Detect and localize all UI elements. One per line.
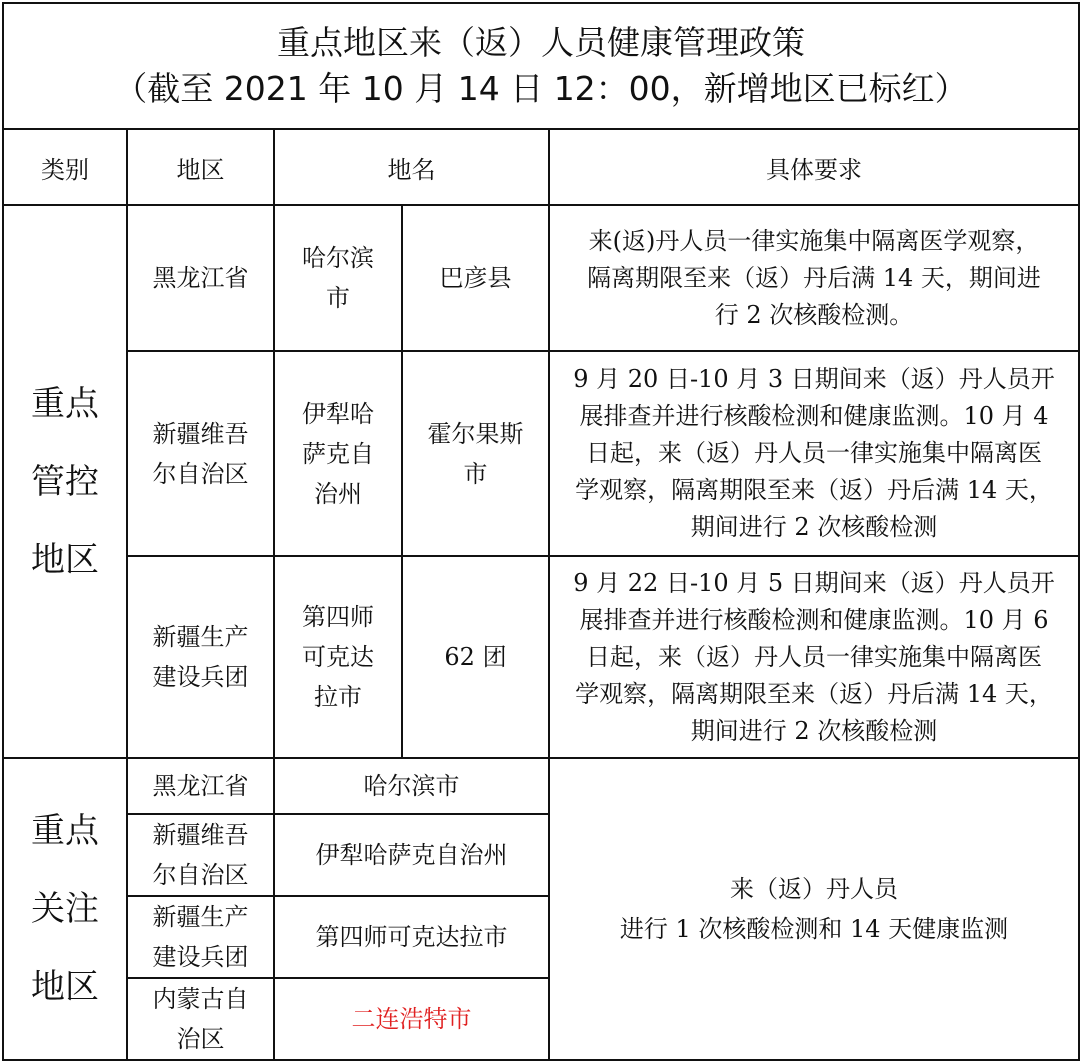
region-cell: [127, 758, 274, 814]
requirement-line: 学观察，隔离期限至来（返）丹后满 14 天，: [575, 679, 1053, 708]
requirement-line: 学观察，隔离期限至来（返）丹后满 14 天，: [575, 476, 1053, 504]
title-line-1: 重点地区来（返）人员健康管理政策: [277, 23, 805, 62]
city-cell: [274, 556, 402, 758]
region-line: 尔自治区: [152, 861, 249, 889]
requirement-line: 展排查并进行核酸检测和健康监测。10 月 4: [579, 402, 1049, 430]
requirement-line: 行 2 次核酸检测。: [714, 300, 914, 329]
place-cell: 第四师可克达拉市: [274, 896, 549, 978]
city-line: 治州: [314, 479, 362, 508]
requirement-line: 来（返）丹人员: [730, 875, 898, 903]
region-cell: [127, 814, 274, 896]
requirement-line: 来(返)丹人员一律实施集中隔离医学观察，: [588, 226, 1040, 255]
city-line: 第四师: [302, 603, 374, 631]
region-line: 新疆维吾: [152, 821, 249, 849]
region-line: 内蒙古自: [152, 985, 249, 1013]
region-cell: [127, 896, 274, 978]
shared-requirement-cell: [549, 758, 1079, 1060]
header-row: [3, 129, 1079, 205]
region-line: 黑龙江省: [152, 264, 249, 292]
requirement-cell: [549, 205, 1079, 351]
place-cell: 伊犁哈萨克自治州: [274, 814, 549, 896]
region-line: 新疆生产: [152, 623, 249, 651]
county-cell: [402, 205, 549, 351]
region-cell: [127, 205, 274, 351]
category-key-control: [3, 205, 127, 758]
requirement-line: 期间进行 2 次核酸检测: [690, 716, 938, 745]
region-line: 建设兵团: [152, 663, 249, 691]
category-line: 地区: [31, 967, 99, 1007]
city-cell: [274, 205, 402, 351]
city-cell: [274, 351, 402, 556]
county-line: 市: [463, 459, 488, 488]
page-title: [3, 3, 1079, 129]
requirement-cell: [549, 351, 1079, 556]
header-place: 地名: [274, 129, 549, 205]
title-row: [3, 3, 1079, 129]
requirement-line: 日起，来（返）丹人员一律实施集中隔离医: [586, 439, 1042, 467]
region-line: 尔自治区: [152, 459, 249, 488]
control-row-3: [3, 556, 1079, 758]
category-line: 关注: [31, 889, 99, 929]
category-line: 管控: [31, 461, 99, 502]
title-line-2: （截至 2021 年 10 月 14 日 12：00，新增地区已标红）: [114, 69, 968, 108]
county-line: 巴彦县: [439, 264, 512, 292]
region-line: 新疆生产: [152, 903, 249, 931]
requirement-line: 隔离期限至来（返）丹后满 14 天，期间进: [587, 263, 1041, 292]
requirement-line: 9 月 20 日-10 月 3 日期间来（返）丹人员开: [573, 365, 1055, 393]
header-requirements: 具体要求: [549, 129, 1079, 205]
header-category: 类别: [3, 129, 127, 205]
region-line: 治区: [176, 1025, 225, 1053]
category-line: 重点: [31, 811, 99, 851]
requirement-line: 进行 1 次核酸检测和 14 天健康监测: [619, 915, 1009, 943]
category-line: 地区: [31, 539, 99, 580]
place-cell: 哈尔滨市: [274, 758, 549, 814]
requirement-line: 9 月 22 日-10 月 5 日期间来（返）丹人员开: [573, 568, 1055, 597]
county-line: 霍尔果斯: [427, 419, 524, 448]
city-line: 可克达: [302, 643, 374, 671]
region-line: 新疆维吾: [152, 419, 249, 448]
header-region: 地区: [127, 129, 274, 205]
category-key-attention: [3, 758, 127, 1060]
requirement-line: 日起，来（返）丹人员一律实施集中隔离医: [586, 642, 1042, 671]
region-cell: [127, 556, 274, 758]
city-line: 拉市: [314, 683, 362, 711]
policy-table: [2, 2, 1080, 1061]
control-row-2: [3, 351, 1079, 556]
region-line: 黑龙江省: [152, 772, 249, 800]
region-cell: [127, 978, 274, 1060]
city-line: 市: [326, 284, 350, 312]
county-line: 62 团: [444, 643, 507, 671]
county-cell: [402, 556, 549, 758]
place-cell-new: 二连浩特市: [274, 978, 549, 1060]
region-cell: [127, 351, 274, 556]
county-cell: [402, 351, 549, 556]
requirement-cell: [549, 556, 1079, 758]
city-line: 伊犁哈: [302, 399, 374, 428]
requirement-line: 期间进行 2 次核酸检测: [690, 513, 938, 541]
category-line: 重点: [31, 383, 99, 424]
city-line: 哈尔滨: [302, 244, 374, 272]
attention-row-1: [3, 758, 1079, 814]
region-line: 建设兵团: [152, 943, 249, 971]
requirement-line: 展排查并进行核酸检测和健康监测。10 月 6: [579, 605, 1049, 634]
control-row-1: [3, 205, 1079, 351]
city-line: 萨克自: [302, 439, 374, 468]
